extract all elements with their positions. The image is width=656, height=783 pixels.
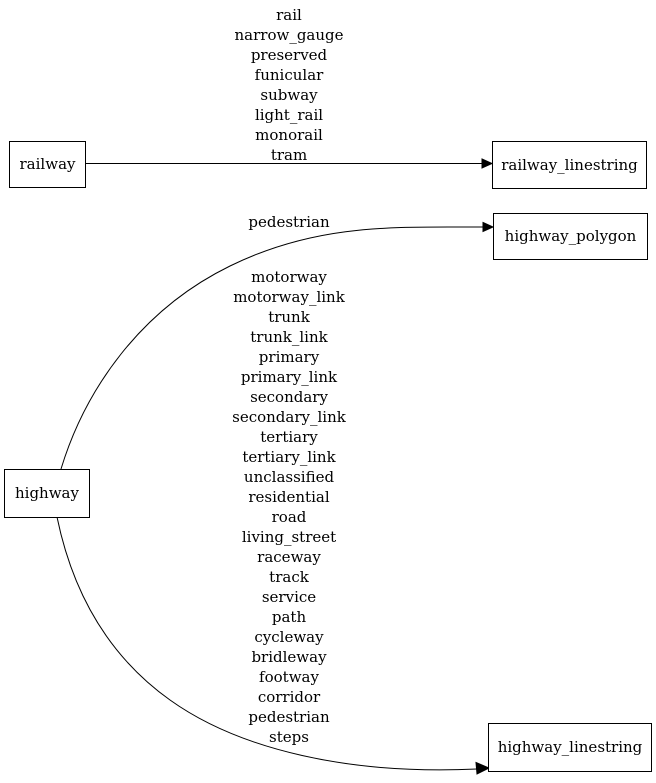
edge-label-line: bridleway	[251, 648, 327, 666]
edge-label-line: steps	[269, 728, 309, 746]
edge-label-line: subway	[260, 86, 318, 104]
edge-label-line: secondary_link	[232, 408, 346, 426]
edge-label-line: living_street	[241, 528, 337, 546]
node-railway	[9, 141, 86, 188]
edge-label-line: residential	[248, 488, 330, 506]
edge-label-line: primary	[258, 348, 320, 366]
node-highway-linestring	[488, 723, 652, 772]
edge-label-line: track	[269, 568, 309, 586]
edge-label-line: light_rail	[254, 106, 324, 124]
node-railway-label: railway	[19, 155, 76, 173]
node-highway-polygon-label: highway_polygon	[504, 227, 637, 245]
node-highway-label: highway	[15, 484, 79, 502]
node-railway-linestring-label: railway_linestring	[501, 155, 638, 174]
edge-label-line: monorail	[255, 126, 323, 144]
edge-label-line: pedestrian	[248, 213, 330, 231]
arrowhead-railway-linestring	[482, 159, 492, 168]
node-highway	[4, 469, 90, 518]
edge-label-line: unclassified	[243, 468, 335, 486]
edge-label-line: motorway	[251, 268, 327, 286]
node-railway-linestring	[492, 141, 647, 189]
edge-label-line: rail	[276, 6, 302, 24]
edge-label-line: funicular	[254, 66, 324, 84]
edge-label-line: service	[261, 588, 317, 606]
edge-labels-railway-to-railway-linestring	[179, 5, 399, 165]
edge-label-line: tertiary	[260, 428, 318, 446]
edge-label-line: path	[271, 608, 307, 626]
edge-label-line: primary_link	[240, 368, 338, 386]
edge-labels-highway-to-highway-polygon	[179, 212, 399, 232]
edge-label-line: raceway	[257, 548, 321, 566]
edge-label-line: cycleway	[254, 628, 324, 646]
edge-label-line: secondary	[250, 388, 328, 406]
edge-label-line: trunk	[268, 308, 310, 326]
arrowhead-highway-polygon	[483, 223, 493, 232]
edge-label-line: pedestrian	[248, 708, 330, 726]
node-highway-polygon	[493, 213, 648, 260]
edge-label-line: preserved	[250, 46, 328, 64]
edge-label-line: motorway_link	[233, 288, 345, 306]
edge-label-line: trunk_link	[250, 328, 328, 346]
edge-label-line: narrow_gauge	[234, 26, 344, 44]
node-highway-linestring-label: highway_linestring	[497, 738, 643, 756]
edge-label-line: footway	[259, 668, 319, 686]
edge-label-line: tram	[270, 146, 308, 164]
edge-label-line: tertiary_link	[242, 448, 336, 466]
edge-labels-highway-to-highway-linestring	[179, 267, 399, 747]
edge-label-line: corridor	[257, 688, 321, 706]
edge-label-line: road	[271, 508, 307, 526]
